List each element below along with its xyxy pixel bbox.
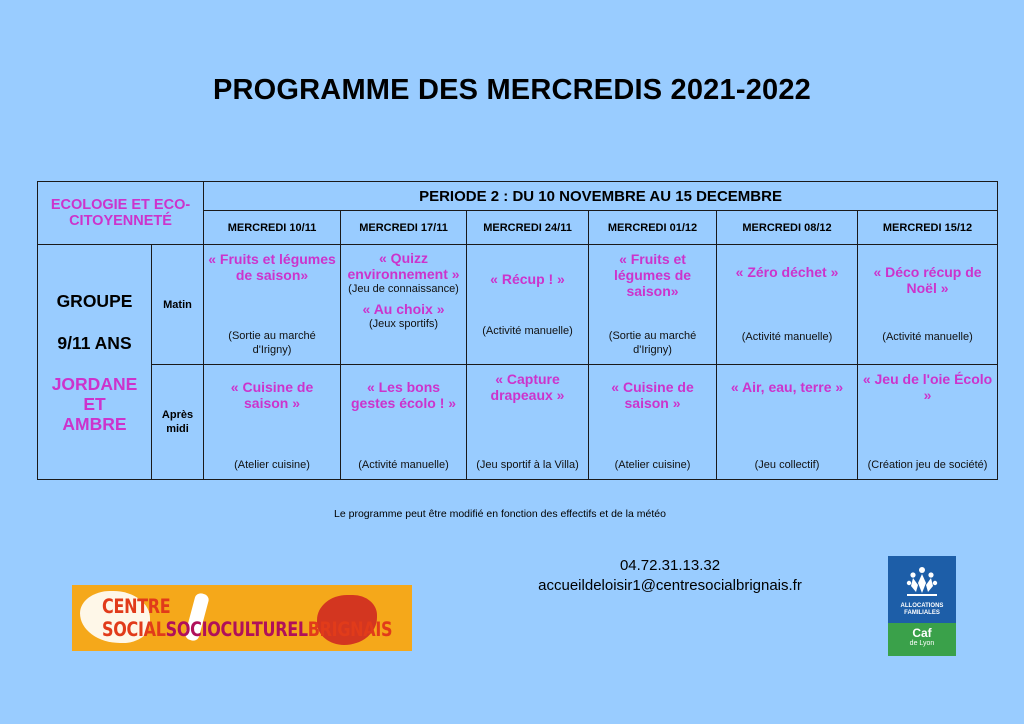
disclaimer-note: Le programme peut être modifié en fonction des effectifs et de la météo <box>334 508 666 520</box>
afternoon-cell <box>467 365 589 480</box>
group-name: GROUPE <box>56 291 133 311</box>
activity-detail: (Jeux sportifs) <box>368 318 439 330</box>
activity-detail: (Sortie au marché d'Irigny) <box>608 330 697 356</box>
theme-cell <box>38 182 204 245</box>
day-header: MERCREDI 15/12 <box>858 211 998 245</box>
activity-detail: (Jeu collectif) <box>754 459 820 471</box>
activity-detail: (Création jeu de société) <box>867 459 988 471</box>
caf-emblem-icon <box>903 561 941 599</box>
morning-cell <box>858 245 998 365</box>
page-title: PROGRAMME DES MERCREDIS 2021-2022 <box>212 74 812 106</box>
activity-detail: (Activité manuelle) <box>358 459 449 471</box>
activity-title: « Déco récup de Noël » <box>873 264 982 296</box>
day-header: MERCREDI 08/12 <box>717 211 858 245</box>
activity-detail: (Activité manuelle) <box>882 331 973 343</box>
activity-title: « Quizz environnement » <box>347 250 460 282</box>
activity-title: « Cuisine de saison » <box>230 379 314 411</box>
activity-title: « Zéro déchet » <box>735 264 839 280</box>
activity-title: « Récup ! » <box>490 271 565 287</box>
afternoon-cell <box>717 365 858 480</box>
day-header: MERCREDI 10/11 <box>204 211 341 245</box>
afternoon-cell <box>589 365 717 480</box>
group-animators: JORDANE ET AMBRE <box>51 374 138 434</box>
activity-detail: (Jeu sportif à la Villa) <box>476 459 579 471</box>
slot-morning: Matin <box>152 245 204 365</box>
afternoon-cell <box>341 365 467 480</box>
activity-detail: (Sortie au marché d'Irigny) <box>228 330 316 356</box>
day-header: MERCREDI 24/11 <box>467 211 589 245</box>
activity-title: « Air, eau, terre » <box>730 379 844 395</box>
caf-logo: ALLOCATIONS FAMILIALES Caf de Lyon <box>888 556 956 656</box>
group-age: 9/11 ANS <box>57 333 132 353</box>
centre-social-logo: CENTRE SOCIALSOCIOCULTURELBRIGNAIS <box>72 585 412 651</box>
slot-afternoon: Après midi <box>152 365 204 480</box>
morning-cell <box>204 245 341 365</box>
afternoon-cell <box>858 365 998 480</box>
morning-cell <box>467 245 589 365</box>
morning-cell <box>717 245 858 365</box>
afternoon-cell <box>204 365 341 480</box>
activity-detail: (Activité manuelle) <box>482 325 573 337</box>
morning-cell <box>341 245 467 365</box>
activity-title: « Les bons gestes écolo ! » <box>350 379 457 411</box>
group-cell <box>38 245 152 480</box>
activity-title: « Fruits et légumes de saison» <box>208 251 336 283</box>
programme-table <box>37 181 998 480</box>
theme-label: ECOLOGIE ET ECO-CITOYENNETÉ <box>50 197 191 229</box>
activity-title: « Fruits et légumes de saison» <box>614 251 692 299</box>
activity-detail: (Activité manuelle) <box>741 331 833 343</box>
activity-title: « Capture drapeaux » <box>490 371 565 403</box>
morning-cell <box>589 245 717 365</box>
day-header: MERCREDI 17/11 <box>341 211 467 245</box>
day-header: MERCREDI 01/12 <box>589 211 717 245</box>
contact-block <box>500 556 840 596</box>
activity-title: « Jeu de l'oie Écolo » <box>862 371 993 403</box>
activity-title: « Cuisine de saison » <box>611 379 694 411</box>
period-header: PERIODE 2 : DU 10 NOVEMBRE AU 15 DECEMBRE <box>204 182 998 211</box>
activity-detail: (Jeu de connaissance) <box>348 283 459 295</box>
activity-detail: (Atelier cuisine) <box>234 459 310 471</box>
activity-detail: (Atelier cuisine) <box>614 459 691 471</box>
contact-email: accueildeloisir1@centresocialbrignais.fr <box>538 577 802 594</box>
contact-phone: 04.72.31.13.32 <box>619 557 721 574</box>
activity-title: « Au choix » <box>362 301 445 317</box>
